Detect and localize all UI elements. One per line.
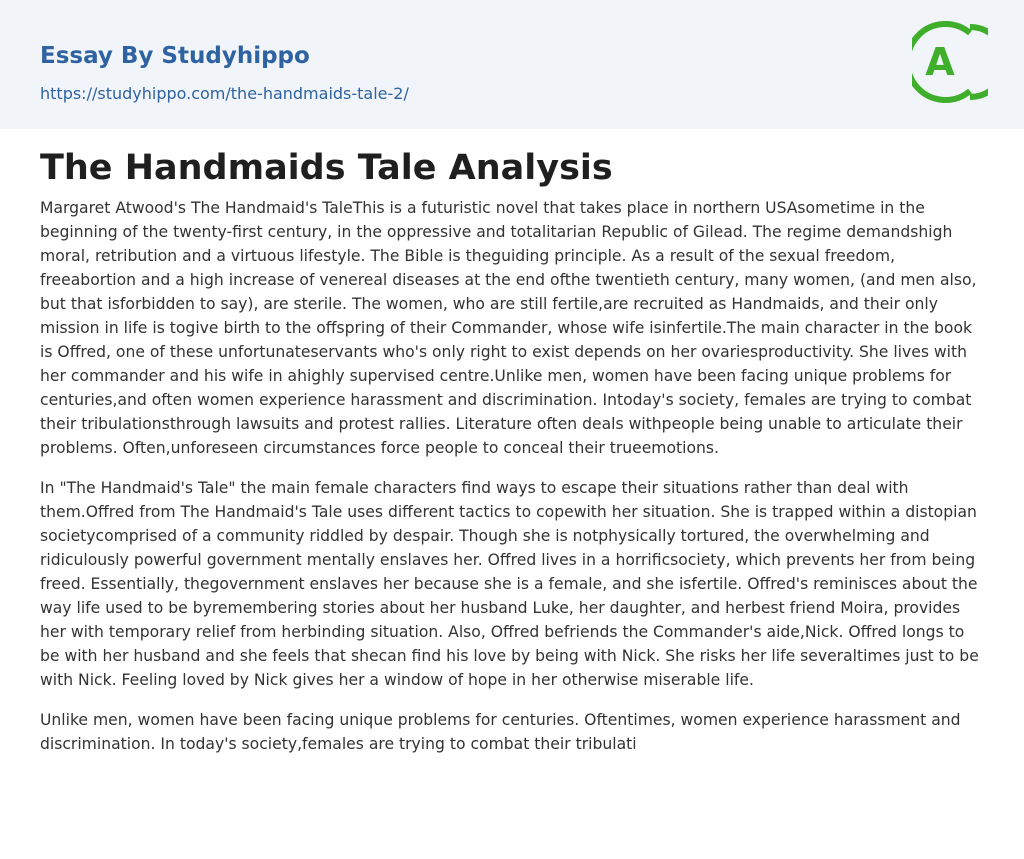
- article-paragraph: In "The Handmaid's Tale" the main female characters find ways to escape their situations rather than deal with them.Offred from The Handmaid's Tale uses different tactics to copewith her situation. She is trapped within a distopian societycomprised of a community riddled by despair. Though she is notphysically tortured, the overwhelming and ridiculously powerful government mentally enslaves her. Offred lives in a horrificsociety, which prevents her from being freed. Essentially, thegovernment enslaves her because she is a female, and she isfertile. Offred's reminisces about the way life used to be byremembering stories about her husband Luke, her daughter, and herbest friend Moira, provides her with temporary relief from herbinding situation. Also, Offred befriends the Commander's aide,Nick. Offred longs to be with her husband and she feels that shecan find his love by being with Nick. She risks her life severaltimes just to be with Nick. Feeling loved by Nick gives her a window of hope in her otherwise miserable life.: [40, 479, 979, 689]
- site-header: [0, 0, 1024, 129]
- brand-title[interactable]: Essay By Studyhippo: [40, 43, 310, 69]
- article-paragraph: Margaret Atwood's The Handmaid's TaleThis is a futuristic novel that takes place in northern USAsometime in the beginning of the twenty-first century, in the oppressive and totalitarian Republic of Gilead. The regime demandshigh moral, retribution and a virtuous lifestyle. The Bible is theguiding principle. As a result of the sexual freedom, freeabortion and a high increase of venereal diseases at the end ofthe twentieth century, many women, (and men also, but that isforbidden to say), are sterile. The women, who are still fertile,are recruited as Handmaids, and their only mission in life is togive birth to the offspring of their Commander, whose wife isinfertile.The main character in the book is Offred, one of these unfortunateservants who's only right to exist depends on her ovariesproductivity. She lives with her commander and his wife in ahighly supervised centre.Unlike men, women have been facing unique problems for centuries,and often women experience harassment and discrimination. Intoday's society, females are trying to combat their tribulationsthrough lawsuits and protest rallies. Literature often deals withpeople being unable to articulate their problems. Often,unforeseen circumstances force people to conceal their trueemotions.: [40, 199, 977, 457]
- logo-letter: A: [925, 40, 955, 84]
- article-content: [40, 144, 986, 756]
- studyhippo-logo-icon[interactable]: [912, 19, 988, 105]
- article-paragraph: Unlike men, women have been facing unique problems for centuries. Oftentimes, women experience harassment and discrimination. In today's society,females are trying to combat their tribulati: [40, 711, 961, 753]
- article-title: The Handmaids Tale Analysis: [40, 148, 613, 188]
- essay-url-link[interactable]: https://studyhippo.com/the-handmaids-tale-2/: [40, 84, 409, 103]
